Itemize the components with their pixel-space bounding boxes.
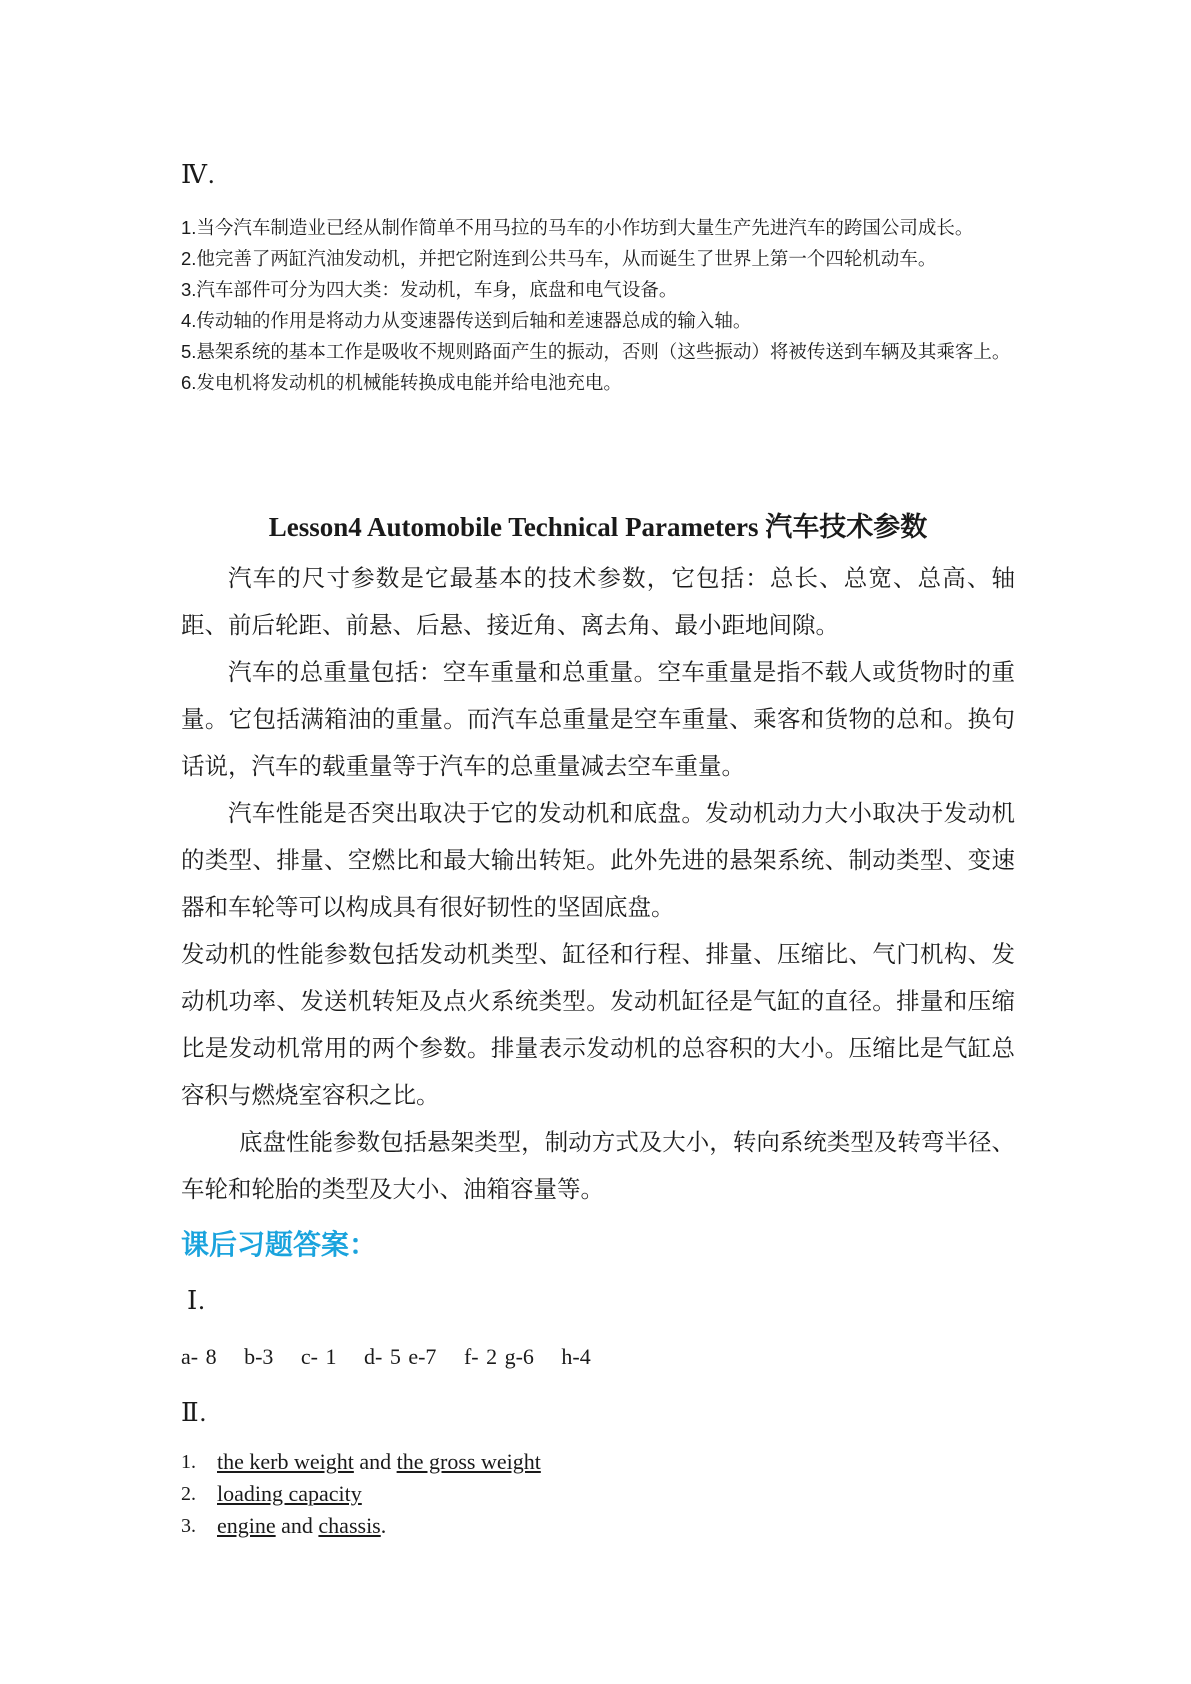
answer-connector: and <box>353 1449 397 1474</box>
list-item: 2.他完善了两缸汽油发动机，并把它附连到公共马车，从而诞生了世界上第一个四轮机动车。 <box>181 248 937 269</box>
match-pair: b-3 <box>244 1344 274 1369</box>
list-item: 5.悬架系统的基本工作是吸收不规则路面产生的振动，否则（这些振动）将被传送到车辆及其乘客上。 <box>181 341 1011 362</box>
answer-blank: engine <box>217 1513 276 1538</box>
list-item: 3.汽车部件可分为四大类：发动机，车身，底盘和电气设备。 <box>181 279 678 300</box>
match-pair: d- 5 e-7 <box>364 1344 437 1369</box>
match-pair: c- 1 <box>300 1344 337 1369</box>
section-i-matching-answers <box>181 1344 611 1370</box>
exercises-title: 课后习题答案： <box>181 1229 378 1260</box>
list-item <box>181 1478 541 1510</box>
paragraph: 汽车的尺寸参数是它最基本的技术参数，它包括：总长、总宽、总高、轴距、前后轮距、前悬、后悬、接近角、离去角、最小距地间隙。 <box>181 566 1015 639</box>
answer-connector: and <box>275 1513 319 1538</box>
list-item: 6.发电机将发动机的机械能转换成电能并给电池充电。 <box>181 372 622 393</box>
answer-blank: the kerb weight <box>217 1449 354 1474</box>
match-pair: a- 8 <box>181 1344 217 1369</box>
paragraph: 底盘性能参数包括悬架类型，制动方式及大小，转向系统类型及转弯半径、车轮和轮胎的类型及大小、油箱容量等。 <box>181 1130 1015 1203</box>
paragraph: 发动机的性能参数包括发动机类型、缸径和行程、排量、压缩比、气门机构、发动机功率、发送机转矩及点火系统类型。发动机缸径是气缸的直径。排量和压缩比是发动机常用的两个参数。排量表示发动机的总容积的大小。压缩比是气缸总容积与燃烧室容积之比。 <box>181 942 1015 1109</box>
match-pair: h-4 <box>561 1344 591 1369</box>
item-number: 1. <box>181 1451 196 1473</box>
section-ii-heading: Ⅱ. <box>181 1398 208 1427</box>
lesson-body <box>181 556 1015 1214</box>
list-item <box>181 1510 541 1542</box>
list-item: 1.当今汽车制造业已经从制作简单不用马拉的马车的小作坊到大量生产先进汽车的跨国公司成长。 <box>181 217 974 238</box>
section-ii-fill-answers <box>181 1446 541 1542</box>
item-number: 3. <box>181 1515 196 1537</box>
answer-blank: chassis <box>318 1513 381 1538</box>
answer-blank: loading capacity <box>217 1481 362 1506</box>
section-iv-answer-list <box>181 212 1015 398</box>
section-i-heading: Ⅰ. <box>187 1286 206 1315</box>
answer-end: . <box>380 1513 387 1538</box>
match-pair: f- 2 g-6 <box>463 1344 534 1369</box>
lesson-title: Lesson4 Automobile Technical Parameters 汽车技术参数 <box>268 512 928 542</box>
paragraph: 汽车的总重量包括：空车重量和总重量。空车重量是指不载人或货物时的重量。它包括满箱油的重量。而汽车总重量是空车重量、乘客和货物的总和。换句话说，汽车的载重量等于汽车的总重量减去空车重量。 <box>181 660 1015 780</box>
answer-blank: the gross weight <box>396 1449 541 1474</box>
paragraph: 汽车性能是否突出取决于它的发动机和底盘。发动机动力大小取决于发动机的类型、排量、空燃比和最大输出转矩。此外先进的悬架系统、制动类型、变速器和车轮等可以构成具有很好韧性的坚固底盘。 <box>181 801 1015 921</box>
list-item: 4.传动轴的作用是将动力从变速器传送到后轴和差速器总成的输入轴。 <box>181 310 752 331</box>
list-item <box>181 1446 541 1478</box>
section-iv-heading: Ⅳ. <box>181 160 216 189</box>
item-number: 2. <box>181 1483 196 1505</box>
